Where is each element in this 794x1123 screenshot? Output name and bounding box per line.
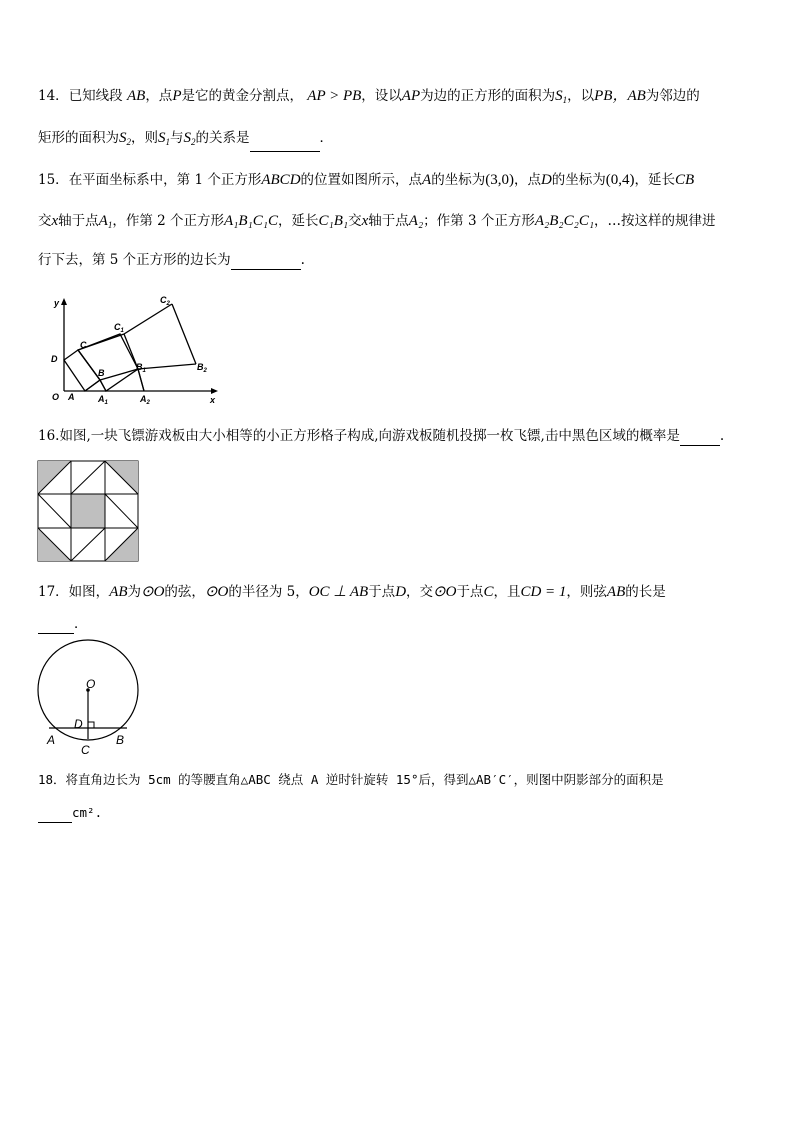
dartboard-figure [37, 460, 139, 562]
y-arrow-icon [61, 298, 67, 305]
label-B1: $B_1$ [136, 362, 146, 374]
label-D: D [51, 354, 58, 364]
label-D: D [74, 717, 83, 731]
label-C: C [81, 743, 90, 757]
q15-line3: 行下去，第 5 个正方形的边长为 . [38, 252, 305, 268]
label-C1: $C_1$ [114, 322, 124, 334]
center-square [71, 494, 105, 528]
label-A2: $A_2$ [140, 394, 150, 406]
answer-blank-14[interactable] [250, 137, 320, 152]
q17-line2: ． [38, 614, 88, 634]
label-C2: $C_2$ [160, 295, 170, 307]
q15-line2: 交x轴于点$A_1$，作第 2 个正方形A₁B₁C₁C，延长C₁B₁交x轴于点A₂；作第 3 个正方形A₂B₂C₂C₁，…按这样的规律进 [38, 213, 716, 230]
q16-line: 16.如图,一块飞镖游戏板由大小相等的小正方形格子构成,向游戏板随机投掷一枚飞镖,击中黑色区域的概率是 . [38, 428, 725, 444]
q17-line1: 17．如图，AB为⊙O的弦，⊙O的半径为 5，OC ⊥ AB于点D，交⊙O于点C，且CD = 1，则弦AB的长是 [38, 584, 666, 600]
q14-line2: 矩形的面积为$S_2$，则$S_1$与$S_2$的关系是 ． [38, 128, 333, 152]
answer-blank-15[interactable] [231, 255, 301, 270]
q14-line1: 14．已知线段 AB，点P是它的黄金分割点， AP > PB，设以AP为边的正方形的面积为$S_1$，以PB，AB为邻边的 [38, 88, 700, 105]
label-B: B [116, 733, 125, 747]
q18-line1: 18．将直角边长为 5cm 的等腰直角△ABC 绕点 A 逆时针旋转 15°后，得到△AB′C′，则图中阴影部分的面积是 [38, 772, 664, 787]
circle-figure [36, 638, 144, 760]
label-A1: $A_1$ [98, 394, 108, 406]
label-x: x [210, 395, 216, 405]
label-B: B [98, 368, 105, 378]
q18-line2: cm². [38, 803, 102, 823]
x-arrow-icon [211, 388, 218, 394]
label-B2: $B_2$ [197, 362, 207, 374]
right-angle-mark [88, 722, 94, 728]
answer-blank-18[interactable] [38, 808, 72, 823]
answer-blank-16[interactable] [680, 431, 720, 446]
answer-blank-17[interactable] [38, 619, 74, 634]
q15-figure [44, 292, 224, 410]
label-A: A [47, 733, 56, 747]
label-A: A [68, 392, 75, 402]
q15-line1: 15．在平面坐标系中，第 1 个正方形ABCD的位置如图所示，点A的坐标为(3,0)，点D的坐标为(0,4)，延长CB [38, 172, 695, 188]
label-C: C [80, 340, 87, 350]
label-O: O [86, 677, 96, 691]
label-O: O [52, 392, 60, 402]
label-y: y [54, 298, 60, 308]
